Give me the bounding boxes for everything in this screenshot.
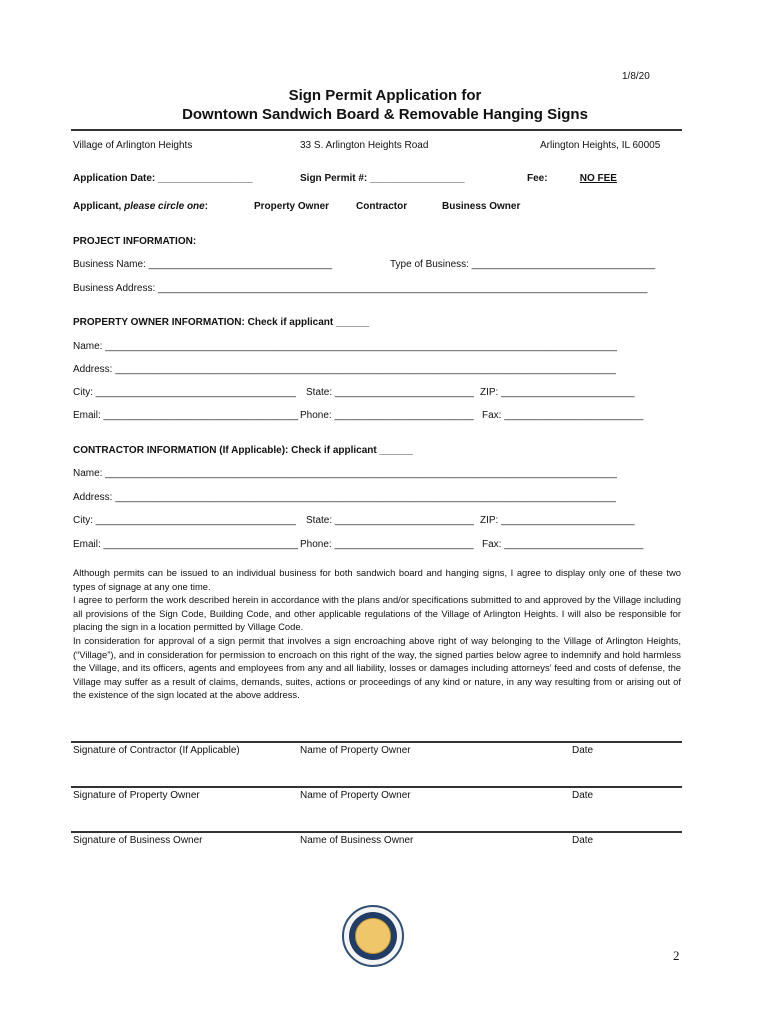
signature-property-owner-label: Signature of Property Owner <box>73 790 200 801</box>
owner-zip-field[interactable]: ZIP: ________________________ <box>480 387 635 398</box>
signature-contractor-label: Signature of Contractor (If Applicable) <box>73 745 240 756</box>
page-number: 2 <box>673 948 680 963</box>
date-label-3: Date <box>572 835 594 846</box>
contractor-zip-field[interactable]: ZIP: ________________________ <box>480 515 635 526</box>
owner-address-field[interactable]: Address: __________________________________________________________________________________________ <box>73 364 616 375</box>
contractor-state-field[interactable]: State: _________________________ <box>306 515 474 526</box>
village-address: 33 S. Arlington Heights Road <box>300 140 429 151</box>
village-name: Village of Arlington Heights <box>73 140 193 151</box>
business-type-field[interactable]: Type of Business: _________________________________ <box>390 259 656 270</box>
fee-field <box>527 173 646 184</box>
owner-name-field[interactable]: Name: ____________________________________________________________________________________________ <box>73 341 617 352</box>
owner-heading[interactable]: PROPERTY OWNER INFORMATION: Check if applicant ______ <box>73 317 370 328</box>
village-city: Arlington Heights, IL 60005 <box>540 140 661 151</box>
option-business-owner[interactable]: Business Owner <box>442 201 521 212</box>
signature-line-2[interactable] <box>71 786 682 788</box>
date-label-1: Date <box>572 745 594 756</box>
applicant-italic: please circle one <box>124 201 205 212</box>
contractor-fax-field[interactable]: Fax: _________________________ <box>482 539 644 550</box>
contractor-phone-field[interactable]: Phone: _________________________ <box>300 539 474 550</box>
name-property-owner-label-2: Name of Property Owner <box>300 790 411 801</box>
contractor-heading[interactable]: CONTRACTOR INFORMATION (If Applicable): Check if applicant ______ <box>73 445 413 456</box>
applicant-prefix: Applicant, <box>73 201 125 212</box>
owner-phone-field[interactable]: Phone: _________________________ <box>300 410 474 421</box>
owner-fax-field[interactable]: Fax: _________________________ <box>482 410 644 421</box>
contractor-email-field[interactable]: Email: ___________________________________ <box>73 539 299 550</box>
business-address-field[interactable]: Business Address: ________________________________________________________________________________________ <box>73 283 648 294</box>
terms-text <box>73 566 681 702</box>
terms-paragraph-1: Although permits can be issued to an individual business for both sandwich board and hanging signs, I agree to display only one of these two types of signage at any one time. <box>73 567 681 592</box>
terms-paragraph-3: In consideration for approval of a sign permit that involves a sign encroaching above right of way belonging to the Village of Arlington Heights, (“Village”), and in consideration for permission to encroach on this right of the way, the signed parties below agree to indemnify and hold harmless the Village, and its officers, agents and employees from any and all liability, losses or damages including attorneys’ feed and costs of defense, the Village may suffer as a result of claims, demands, suites, actions or proceedings of any kind or nature, in any way resulting from or arising out of the existence of the sign located at the above address. <box>73 634 681 701</box>
option-contractor[interactable]: Contractor <box>356 201 408 212</box>
sign-permit-field[interactable]: Sign Permit #: _________________ <box>300 173 465 184</box>
contractor-address-field[interactable]: Address: __________________________________________________________________________________________ <box>73 492 616 503</box>
village-seal-icon <box>342 905 404 967</box>
business-name-field[interactable]: Business Name: _________________________________ <box>73 259 333 270</box>
owner-email-field[interactable]: Email: ___________________________________ <box>73 410 299 421</box>
owner-state-field[interactable]: State: _________________________ <box>306 387 474 398</box>
option-property-owner[interactable]: Property Owner <box>254 201 330 212</box>
page-title-line1: Sign Permit Application for <box>288 87 482 104</box>
signature-line-3[interactable] <box>71 831 682 833</box>
contractor-name-field[interactable]: Name: ____________________________________________________________________________________________ <box>73 468 617 479</box>
applicant-suffix: : <box>204 201 209 212</box>
applicant-label <box>73 201 208 212</box>
fee-label: Fee: <box>527 173 551 184</box>
fee-value: NO FEE <box>579 173 617 184</box>
signature-line-1[interactable] <box>71 741 682 743</box>
page-title-line2: Downtown Sandwich Board & Removable Hanging Signs <box>182 106 588 123</box>
terms-paragraph-2: I agree to perform the work described herein in accordance with the plans and/or specifications submitted to and approved by the Village including all provisions of the Sign Code, Building Code, and other applicable regulations of the Village of Arlington Heights. I will also be responsible for placing the sign in a location permitted by Village Code. <box>73 594 681 633</box>
name-property-owner-label: Name of Property Owner <box>300 745 411 756</box>
revision-date: 1/8/20 <box>622 71 650 82</box>
application-date-field[interactable]: Application Date: _________________ <box>73 173 253 184</box>
date-label-2: Date <box>572 790 594 801</box>
project-heading: PROJECT INFORMATION: <box>73 236 197 247</box>
owner-city-field[interactable]: City: ____________________________________ <box>73 387 296 398</box>
name-business-owner-label: Name of Business Owner <box>300 835 414 846</box>
signature-business-owner-label: Signature of Business Owner <box>73 835 203 846</box>
contractor-city-field[interactable]: City: ____________________________________ <box>73 515 296 526</box>
title-divider <box>71 129 682 131</box>
